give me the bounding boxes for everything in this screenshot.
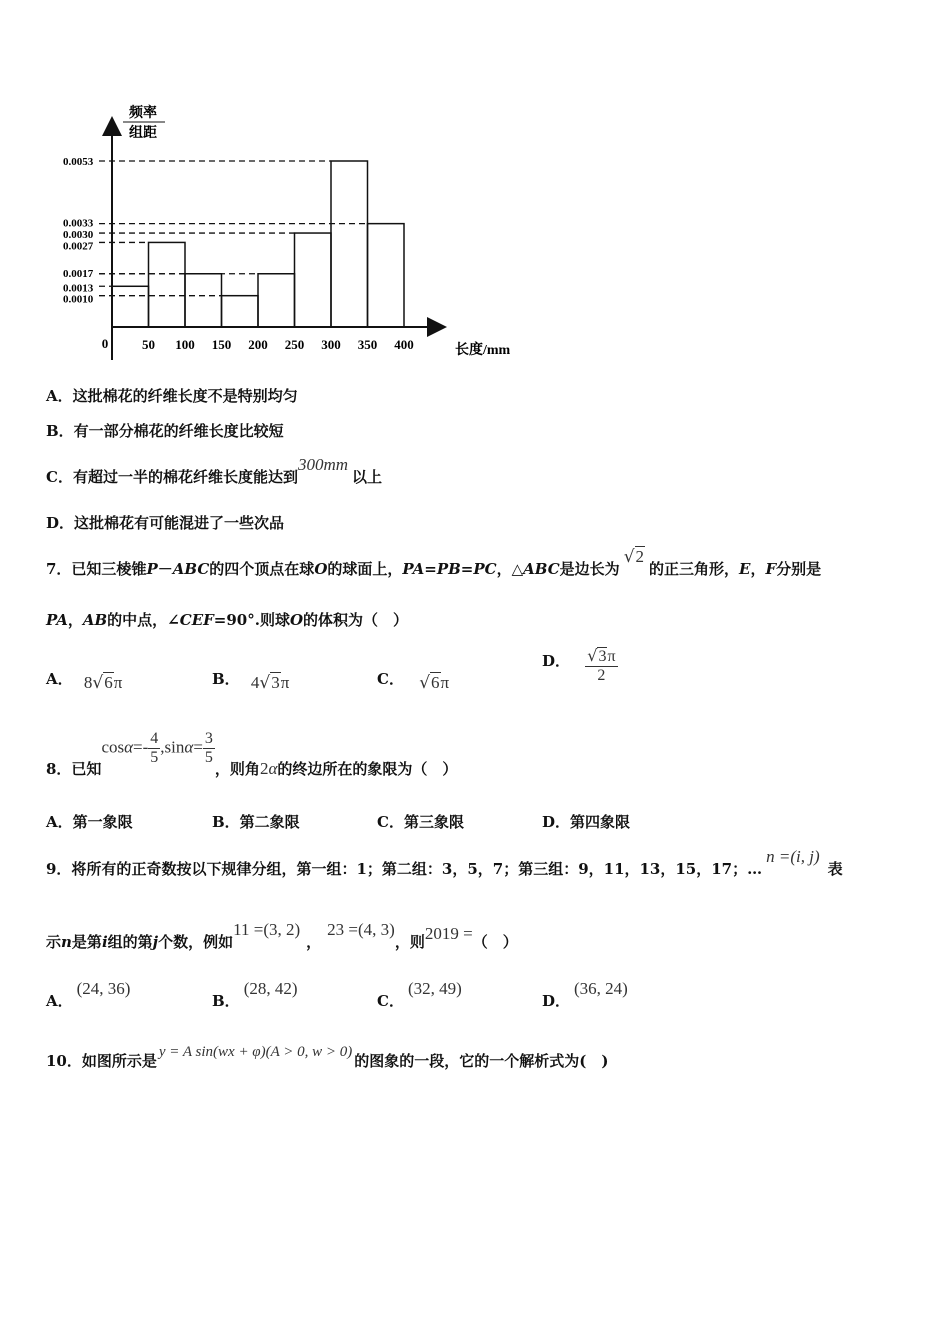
q7-option-d-label: D． <box>542 651 571 670</box>
x-tick-label: 400 <box>394 337 414 352</box>
q7-dash: － <box>157 560 173 578</box>
q8-option-a: A．第一象限 <box>46 813 133 831</box>
q7-option-d-den: 2 <box>585 666 617 685</box>
q6-option-c-post: 以上 <box>352 468 383 486</box>
q9-option-a-label: A． <box>46 992 73 1010</box>
q8-2alpha <box>260 759 277 778</box>
q7-option-d-rad: 3 <box>598 648 607 665</box>
q9-option-d <box>542 978 628 1010</box>
q8-den1: 5 <box>150 749 159 766</box>
y-tick-label: 0.0033 <box>63 217 94 230</box>
q10-text: 的图象的一段，它的一个解析式为( ) <box>354 1052 609 1070</box>
x-tick-label: 150 <box>211 337 232 352</box>
q7-option-a-label: A． <box>46 670 73 688</box>
q6-option-b: B．有一部分棉花的纤维长度比较短 <box>46 422 284 440</box>
histogram-bars <box>112 161 404 327</box>
q7-option-d-pi: π <box>607 648 616 665</box>
x-tick-labels <box>142 337 414 352</box>
histogram-bar-100-150 <box>185 274 222 327</box>
q7-var-f: F <box>765 560 777 578</box>
q6-option-d: D．这批棉花有可能混进了一些次品 <box>46 514 285 532</box>
q8-alpha: α <box>124 737 134 757</box>
q9-var-i: i <box>101 933 108 951</box>
x-tick-label: 50 <box>142 337 155 352</box>
q7-var-e: E <box>739 560 751 578</box>
y-tick-label: 0.0053 <box>63 156 94 168</box>
q6-option-c-text: C．有超过一半的棉花纤维长度能达到 <box>46 468 298 486</box>
q6-option-c <box>46 455 383 487</box>
q7-option-a-rad: 6 <box>104 673 113 692</box>
q8-alpha: α <box>268 759 278 779</box>
q10-text: 10．如图所示是 <box>46 1052 157 1070</box>
q9-target: 2019 = <box>424 924 473 943</box>
q8-sin: ,sin <box>160 737 185 757</box>
histogram-bar-50-100 <box>149 242 186 327</box>
q8-alpha: α <box>184 737 194 757</box>
q9-n-math: n =(i, j) <box>766 847 820 866</box>
q9-option-a <box>46 978 131 1010</box>
x-tick-label: 100 <box>175 337 195 352</box>
q8-num2: 3 <box>204 730 213 747</box>
q8-option-b: B．第二象限 <box>212 813 300 831</box>
y-tick-label: 0.0027 <box>63 240 94 253</box>
x-axis-label: 长度/mm <box>455 343 511 358</box>
histogram-dash-lines <box>99 161 368 296</box>
q7-option-d <box>542 646 618 685</box>
q7-text: 7．已知三棱锥 <box>46 560 147 578</box>
q9-stem-line1 <box>46 847 843 879</box>
q8-option-d: D．第四象限 <box>542 813 631 831</box>
q8-text: 的终边所在的象限为（ ） <box>277 760 458 779</box>
q7-stem-line2 <box>46 609 408 630</box>
histogram-bar-250-300 <box>295 233 332 327</box>
y-label-top: 频率 <box>129 106 157 121</box>
q7-option-c-pi: π <box>440 673 450 692</box>
q9-text: 个数，例如 <box>158 933 234 951</box>
histogram-bar-150-200 <box>222 296 259 327</box>
q9-text: ，则 <box>394 933 425 951</box>
q7-text: 是边长为 <box>559 560 620 578</box>
q8-den2: 5 <box>204 749 213 766</box>
q8-frac2 <box>203 730 215 767</box>
q8-num1: 4 <box>150 730 159 747</box>
q7-option-a-math: 8√6π <box>83 673 123 693</box>
x-tick-label: 250 <box>284 337 305 352</box>
q7-option-d-fraction <box>585 646 617 685</box>
q7-var-abc: ABC <box>172 560 210 578</box>
q8-math <box>101 730 214 767</box>
histogram-bar-300-350 <box>331 161 368 327</box>
q9-option-c-label: C． <box>377 992 404 1010</box>
q9-text: （ ） <box>472 933 518 951</box>
q7-option-a-coef: 8 <box>83 673 93 692</box>
q7-text: 的四个顶点在球 <box>209 560 315 578</box>
q8-frac1 <box>148 730 160 767</box>
q9-option-b <box>212 978 298 1010</box>
q7-var-pa: PA <box>402 560 425 578</box>
q7-var-o: O <box>289 611 304 629</box>
q7-text: 的正三角形， <box>649 560 740 578</box>
q8-text: ，则角 <box>214 760 260 779</box>
y-tick-label: 0.0017 <box>63 267 94 280</box>
q7-option-c-label: C． <box>377 670 404 688</box>
q7-var-p: P <box>146 560 158 578</box>
q7-triangle: ，△ <box>496 560 524 578</box>
q6-option-a: A．这批棉花的纤维长度不是特别均匀 <box>46 387 298 405</box>
q7-var-pb: PB <box>436 560 461 578</box>
q9-var-n: n <box>61 933 72 951</box>
q9-var-j: j <box>152 933 159 951</box>
histogram-bar-200-250 <box>258 274 295 327</box>
histogram-bar-350-400 <box>368 224 405 327</box>
q7-option-b-label: B． <box>212 670 240 688</box>
q7-sqrt2-arg: 2 <box>635 547 645 566</box>
q7-text: 分别是 <box>776 560 822 578</box>
q7-var-o: O <box>314 560 328 578</box>
y-label-bottom: 组距 <box>129 126 157 141</box>
q9-text: 组的第 <box>107 933 153 951</box>
q7-var-pa: PA <box>46 611 68 629</box>
q8-option-c: C．第三象限 <box>377 813 464 831</box>
q9-example2: 23 =(4, 3) <box>327 920 395 939</box>
q8-two: 2 <box>259 759 269 779</box>
q7-eq: = <box>460 560 474 578</box>
q7-text: 的球面上， <box>327 560 403 578</box>
q7-option-b-coef: 4 <box>250 673 260 692</box>
q7-var-ab: AB <box>82 611 108 629</box>
q7-text: 的中点，∠ <box>107 611 180 629</box>
histogram-chart <box>55 100 555 360</box>
q7-option-c-math: √6π <box>419 673 450 693</box>
q10-stem <box>46 1044 609 1071</box>
y-tick-label: 0.0030 <box>63 229 94 242</box>
q7-option-b-rad: 3 <box>271 673 280 692</box>
q9-option-b-value: (28, 42) <box>243 979 298 998</box>
q7-option-b-math: 4√3π <box>250 673 290 693</box>
q9-option-a-value: (24, 36) <box>76 979 131 998</box>
q8-eq: = <box>193 737 203 757</box>
q8-stem <box>46 728 458 779</box>
q9-stem-line2 <box>46 920 518 952</box>
y-tick-label: 0.0010 <box>63 293 94 306</box>
q7-text: =90°.则球 <box>213 611 290 629</box>
q7-option-a-pi: π <box>113 673 123 692</box>
q7-sqrt2: √2 <box>623 547 645 567</box>
x-tick-label: 300 <box>321 337 341 352</box>
q7-var-cef: CEF <box>179 611 214 629</box>
q9-text: 9．将所有的正奇数按以下规律分组，第一组：1；第二组：3，5，7；第三组：9，11，13，15，17；… <box>46 860 763 878</box>
q7-option-a <box>46 668 123 693</box>
q6-option-c-math: 300mm <box>297 455 349 474</box>
q9-option-d-value: (36, 24) <box>574 979 628 998</box>
q9-option-c <box>377 978 462 1010</box>
q9-example1: 11 =(3, 2) <box>233 920 301 939</box>
q7-comma: ， <box>67 611 83 629</box>
x-tick-label: 350 <box>357 337 378 352</box>
q7-eq: = <box>424 560 437 578</box>
q9-comma: ， <box>306 933 322 951</box>
q8-cos: cos <box>101 737 125 757</box>
q9-text: 表 <box>827 860 843 878</box>
q7-option-b-pi: π <box>280 673 290 692</box>
origin-label: 0 <box>101 336 109 351</box>
q7-stem-line1 <box>46 547 822 579</box>
q9-option-c-value: (32, 49) <box>407 979 462 998</box>
q9-text: 示 <box>46 933 62 951</box>
q7-text: 的体积为（ ） <box>303 611 409 629</box>
y-tick-labels <box>63 156 94 306</box>
q9-text: 是第 <box>71 933 102 951</box>
q9-option-b-label: B． <box>212 992 240 1010</box>
q8-text: 8．已知 <box>46 760 102 779</box>
q7-comma: ， <box>750 560 766 578</box>
q7-var-abc: ABC <box>523 560 560 578</box>
q7-option-c <box>377 668 450 693</box>
q7-option-c-rad: 6 <box>431 673 440 692</box>
q7-var-pc: PC <box>473 560 497 578</box>
q7-option-d-num: √3π <box>587 646 616 665</box>
q7-option-b <box>212 668 290 693</box>
histogram-bar-0-50 <box>112 286 149 327</box>
q9-option-d-label: D． <box>542 992 571 1010</box>
q8-eq: =- <box>133 737 149 757</box>
x-tick-label: 200 <box>248 337 268 352</box>
q10-formula: y = A sin(wx + φ)(A > 0, w > 0) <box>158 1044 353 1060</box>
y-tick-label: 0.0013 <box>63 282 94 295</box>
